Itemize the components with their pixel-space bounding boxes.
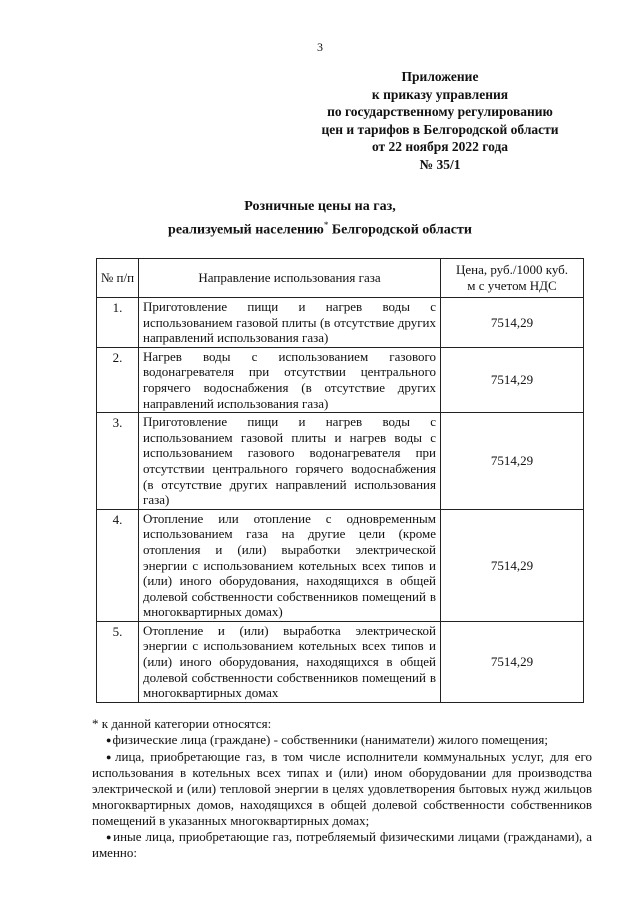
row-description: Приготовление пищи и нагрев воды с использованием газовой плиты (в отсутствие других направлений использования газа) <box>139 298 441 348</box>
table-row <box>97 509 584 621</box>
row-num: 2. <box>97 347 139 412</box>
row-price: 7514,29 <box>441 298 584 348</box>
footnote-item <box>92 749 592 829</box>
row-price: 7514,29 <box>441 509 584 621</box>
title-line-1: Розничные цены на газ, <box>244 199 396 214</box>
header-num: № п/п <box>97 259 139 298</box>
footnote-intro: * к данной категории относятся: <box>92 716 272 731</box>
footnote <box>92 716 592 861</box>
footnote-item <box>92 732 592 749</box>
row-price: 7514,29 <box>441 621 584 702</box>
row-price: 7514,29 <box>441 347 584 412</box>
header-direction: Направление использования газа <box>139 259 441 298</box>
row-num: 1. <box>97 298 139 348</box>
row-num: 3. <box>97 413 139 510</box>
header-price: Цена, руб./1000 куб. м с учетом НДС <box>441 259 584 298</box>
row-description: Приготовление пищи и нагрев воды с использованием газовой плиты и нагрев воды с использованием газового водонагревателя при отсутствии центрального горячего водоснабжения (в отсутствие других направлений использования газа) <box>139 413 441 510</box>
title-line-2-text: реализуемый населению <box>168 222 324 238</box>
bullet-icon: ● <box>106 751 115 762</box>
table-row <box>97 621 584 702</box>
row-description: Отопление и (или) выработка электрической энергии с использованием котельных всех типов и (или) иного оборудования, находящихся в общей долевой собственности собственников помещений в многоквартирных домах <box>139 621 441 702</box>
row-num: 5. <box>97 621 139 702</box>
appendix-line: к приказу управления <box>371 86 509 102</box>
appendix-line: Приложение <box>401 69 479 84</box>
footnote-item-text: лица, приобретающие газ, в том числе исполнители коммунальных услуг, для его использования в котельных всех типах и (или) ином оборудовании для производства электрической и (или) тепловой энергии в целях удовлетворения бытовых нужд жильцов многоквартирных домов, находящихся в общей долевой собственности собственников помещений в указанных многоквартирных домах; <box>92 748 592 828</box>
appendix-line: по государственному регулированию <box>327 104 553 120</box>
footnote-item-text: физические лица (граждане) - собственники (наниматели) жилого помещения; <box>112 731 548 747</box>
footnote-item-text: иные лица, приобретающие газ, потребляемый физическими лицами (гражданами), а именно: <box>92 828 592 861</box>
row-num: 4. <box>97 509 139 621</box>
row-description: Нагрев воды с использованием газового водонагревателя при отсутствии центрального горячего водоснабжения (в отсутствие других направлений использования газа) <box>139 347 441 412</box>
appendix-line: от 22 ноября 2022 года <box>371 139 509 155</box>
price-table <box>96 258 584 703</box>
appendix-line: № 35/1 <box>419 156 461 172</box>
footnote-item <box>92 829 592 862</box>
bullet-icon: ● <box>106 734 112 745</box>
page-number: 3 <box>317 40 323 54</box>
appendix-header <box>290 68 590 174</box>
table-row <box>97 413 584 510</box>
bullet-icon: ● <box>106 831 113 842</box>
title-line-2 <box>0 216 640 240</box>
row-description: Отопление или отопление с одновременным использованием газа на другие цели (кроме отопления и (или) выработки электрической энергии с использованием котельных всех типов и (или) иного оборудования, находящихся в общей долевой собственности собственников помещений в многоквартирных домах) <box>139 509 441 621</box>
table-row <box>97 347 584 412</box>
row-price: 7514,29 <box>441 413 584 510</box>
table-header-row <box>97 259 584 298</box>
table-row <box>97 298 584 348</box>
document-title <box>0 198 640 240</box>
appendix-line: цен и тарифов в Белгородской области <box>321 121 559 137</box>
footnote-mark: * <box>323 220 329 230</box>
title-line-2-region: Белгородской области <box>328 222 472 238</box>
